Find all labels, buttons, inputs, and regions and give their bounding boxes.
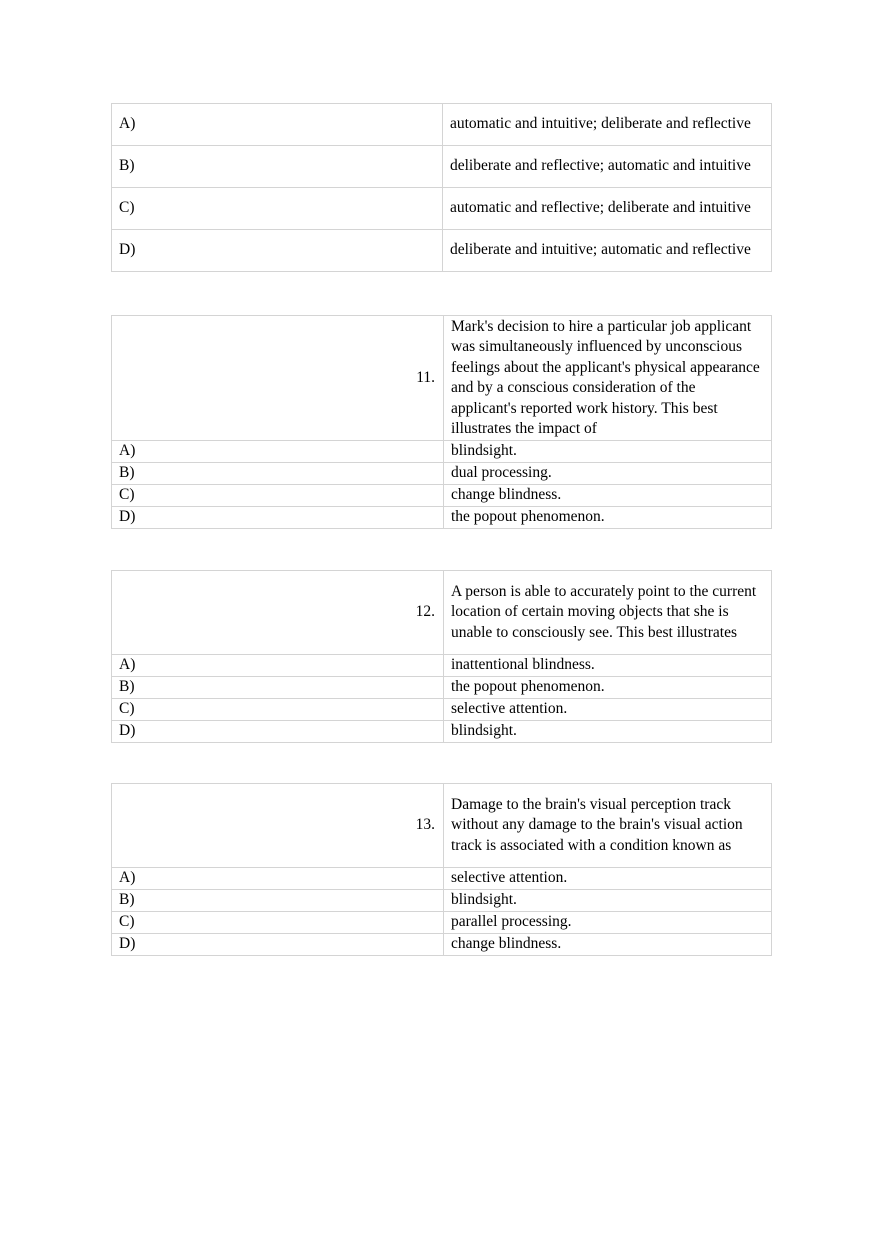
option-text: blindsight. bbox=[444, 721, 772, 743]
option-text: selective attention. bbox=[444, 699, 772, 721]
option-row bbox=[112, 912, 772, 934]
option-letter: D) bbox=[112, 230, 443, 272]
option-letter: D) bbox=[112, 721, 444, 743]
option-letter: A) bbox=[112, 868, 444, 890]
option-row bbox=[112, 463, 772, 485]
option-letter: A) bbox=[112, 655, 444, 677]
question-11-table bbox=[111, 315, 772, 529]
option-text: automatic and intuitive; deliberate and reflective bbox=[443, 104, 772, 146]
option-letter: B) bbox=[112, 890, 444, 912]
option-row bbox=[112, 655, 772, 677]
option-row bbox=[112, 104, 772, 146]
option-letter: C) bbox=[112, 699, 444, 721]
question-stem-row bbox=[112, 571, 772, 655]
question-stem: Mark's decision to hire a particular job applicant was simultaneously influenced by unconscious feelings about the applicant's physical appearance and by a conscious consideration of the applicant's reported work history. This best illustrates the impact of bbox=[444, 316, 772, 441]
option-row bbox=[112, 934, 772, 956]
option-row bbox=[112, 188, 772, 230]
option-text: blindsight. bbox=[444, 890, 772, 912]
option-letter: A) bbox=[112, 441, 444, 463]
question-number: 13. bbox=[112, 784, 444, 868]
question-number: 12. bbox=[112, 571, 444, 655]
option-row bbox=[112, 485, 772, 507]
option-text: change blindness. bbox=[444, 934, 772, 956]
option-letter: D) bbox=[112, 934, 444, 956]
option-text: inattentional blindness. bbox=[444, 655, 772, 677]
option-row bbox=[112, 507, 772, 529]
option-row bbox=[112, 230, 772, 272]
question-stem: Damage to the brain's visual perception track without any damage to the brain's visual action track is associated with a condition known as bbox=[444, 784, 772, 868]
question-stem-row bbox=[112, 784, 772, 868]
option-text: change blindness. bbox=[444, 485, 772, 507]
option-letter: B) bbox=[112, 463, 444, 485]
option-row bbox=[112, 441, 772, 463]
question-13-table bbox=[111, 783, 772, 956]
question-10-options-table bbox=[111, 103, 772, 272]
option-text: parallel processing. bbox=[444, 912, 772, 934]
option-text: selective attention. bbox=[444, 868, 772, 890]
question-number: 11. bbox=[112, 316, 444, 441]
option-text: blindsight. bbox=[444, 441, 772, 463]
option-text: automatic and reflective; deliberate and intuitive bbox=[443, 188, 772, 230]
question-12-table bbox=[111, 570, 772, 743]
option-text: dual processing. bbox=[444, 463, 772, 485]
option-letter: D) bbox=[112, 507, 444, 529]
option-text: deliberate and intuitive; automatic and reflective bbox=[443, 230, 772, 272]
option-row bbox=[112, 146, 772, 188]
option-letter: A) bbox=[112, 104, 443, 146]
option-letter: B) bbox=[112, 677, 444, 699]
option-text: deliberate and reflective; automatic and intuitive bbox=[443, 146, 772, 188]
option-letter: B) bbox=[112, 146, 443, 188]
option-row bbox=[112, 721, 772, 743]
option-row bbox=[112, 868, 772, 890]
question-stem: A person is able to accurately point to the current location of certain moving objects that she is unable to consciously see. This best illustrates bbox=[444, 571, 772, 655]
question-stem-row bbox=[112, 316, 772, 441]
option-text: the popout phenomenon. bbox=[444, 677, 772, 699]
option-letter: C) bbox=[112, 188, 443, 230]
option-row bbox=[112, 890, 772, 912]
option-letter: C) bbox=[112, 485, 444, 507]
option-row bbox=[112, 699, 772, 721]
option-text: the popout phenomenon. bbox=[444, 507, 772, 529]
option-row bbox=[112, 677, 772, 699]
option-letter: C) bbox=[112, 912, 444, 934]
